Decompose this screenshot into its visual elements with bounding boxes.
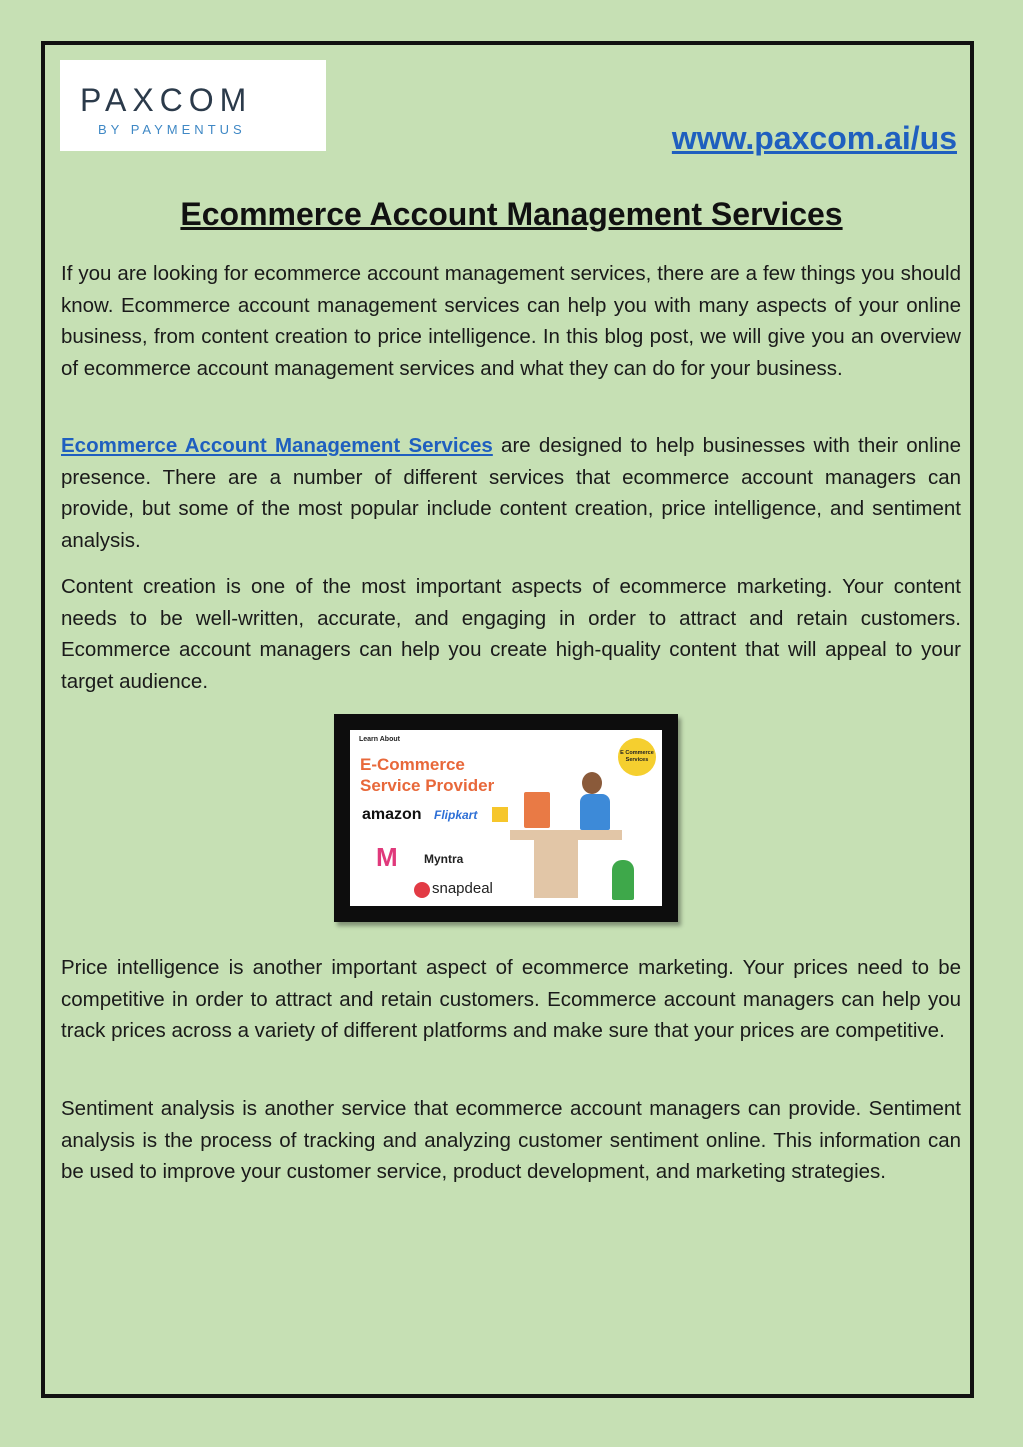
snapdeal-icon [414, 882, 430, 898]
services-paragraph [61, 430, 961, 556]
desk-drawer-illustration [534, 840, 578, 898]
monitor-illustration [524, 792, 550, 828]
snapdeal-logo: snapdeal [432, 880, 493, 897]
myntra-icon: M [376, 842, 398, 872]
price-intelligence-paragraph: Price intelligence is another important aspect of ecommerce marketing. Your prices need to be competitive in order to attract and retain customers. Ecommerce account managers can help you track prices across a variety of different platforms and make sure that your prices are competitive. [61, 956, 961, 1042]
image-content [350, 730, 662, 906]
services-paragraph-text: are designed to help businesses with their online presence. There are a number of different services that ecommerce account managers can provide, but some of the most popular include content creation, price intelligence, and sentiment analysis. [61, 434, 961, 552]
image-kicker: Learn About [359, 736, 400, 743]
page-title: Ecommerce Account Management Services [180, 196, 843, 232]
paxcom-logo[interactable] [60, 60, 326, 151]
ecommerce-badge: E Commerce Services [618, 738, 656, 776]
image-title: E-Commerce Service Provider [360, 755, 495, 795]
website-link[interactable]: www.paxcom.ai/us [671, 120, 957, 156]
logo-wordmark: PAXCOM [80, 82, 253, 118]
logo-tagline: BY PAYMENTUS [98, 122, 246, 137]
intro-paragraph: If you are looking for ecommerce account management services, there are a few things you should know. Ecommerce account management services can help you with many aspects of your online business, from content creation to price intelligence. In this blog post, we will give you an overview of ecommerce account management services and what they can do for your business. [61, 262, 961, 380]
plant-illustration [612, 860, 634, 900]
flipkart-icon [492, 807, 508, 822]
myntra-logo: Myntra [424, 852, 464, 866]
person-body-illustration [580, 794, 610, 830]
sentiment-analysis-paragraph: Sentiment analysis is another service that ecommerce account managers can provide. Sentiment analysis is the process of tracking and analyzing customer sentiment online. This information can be used to improve your customer service, product development, and marketing strategies. [61, 1097, 961, 1183]
amazon-logo: amazon [362, 806, 422, 823]
content-creation-paragraph: Content creation is one of the most important aspects of ecommerce marketing. Your content needs to be well-written, accurate, and engaging in order to attract and retain customers. Ecommerce account managers can help you create high-quality content that will appeal to your target audience. [61, 575, 961, 693]
services-inline-link[interactable]: Ecommerce Account Management Services [61, 434, 493, 457]
desk-illustration [510, 830, 622, 840]
ecommerce-provider-image [334, 714, 678, 922]
flipkart-logo: Flipkart [434, 808, 478, 822]
person-head-illustration [582, 772, 602, 794]
